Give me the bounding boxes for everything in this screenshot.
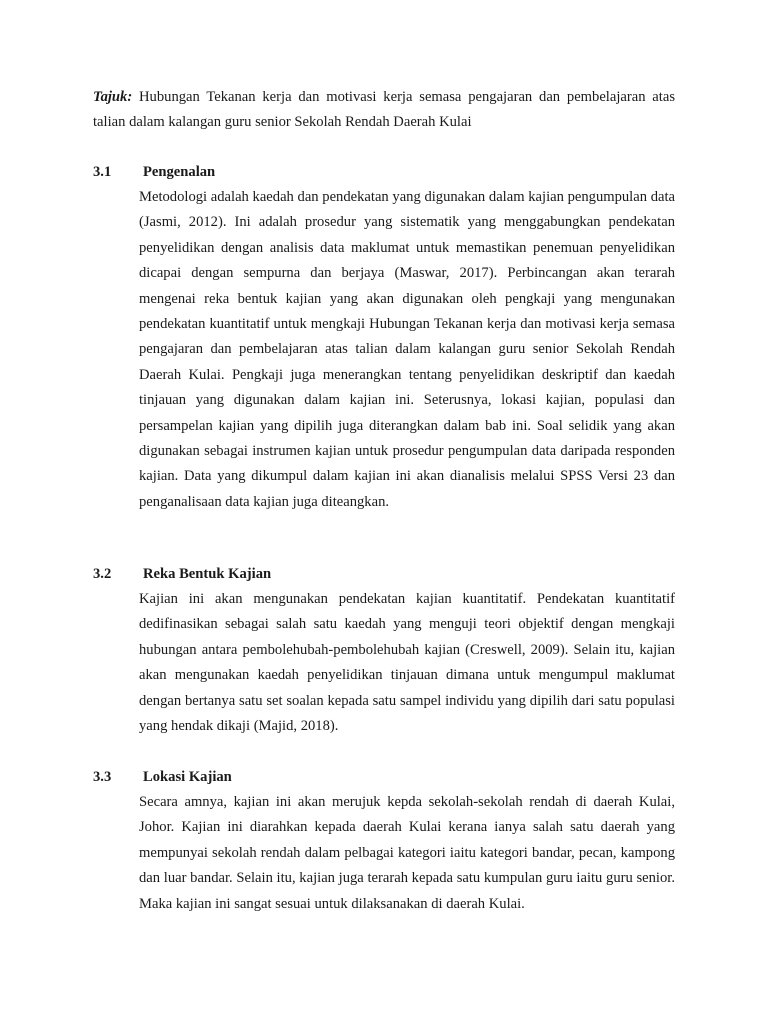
title-text: Hubungan Tekanan kerja dan motivasi kerja semasa pengajaran dan pembelajaran atas talian dalam kalangan guru senior Sekolah Rendah Daerah Kulai xyxy=(93,89,675,130)
title-label: Tajuk: xyxy=(93,89,133,105)
section-number: 3.3 xyxy=(93,769,112,785)
section-body: Kajian ini akan mengunakan pendekatan kajian kuantitatif. Pendekatan kuantitatif dedifinasikan sebagai salah satu kaedah yang menguji teori objektif dengan mengkaji hubungan antara pembolehubah-pembolehubah kajian (Creswell, 2009). Selain itu, kajian akan mengunakan kaedah penyelidikan tinjauan dimana untuk mengumpul maklumat dengan bertanya satu set soalan kepada satu sampel individu yang dipilih dari satu populasi yang hendak dikaji (Majid, 2018). xyxy=(139,591,675,735)
section-title: Reka Bentuk Kajian xyxy=(143,566,272,582)
section-title: Pengenalan xyxy=(143,164,216,180)
section-reka-bentuk-kajian xyxy=(93,564,675,739)
section-heading xyxy=(93,767,675,787)
section-heading xyxy=(93,162,675,182)
section-body: Secara amnya, kajian ini akan merujuk kepda sekolah-sekolah rendah di daerah Kulai, Johor. Kajian ini diarahkan kepada daerah Kulai kerana ianya salah satu daerah yang mempunyai sekolah rendah dalam pelbagai kategori iaitu kategori bandar, pecan, kampong dan luar bandar. Selain itu, kajian juga terarah kepada satu kumpulan guru iaitu guru senior. Maka kajian ini sangat sesuai untuk dilaksanakan di daerah Kulai. xyxy=(139,794,675,912)
section-heading xyxy=(93,564,675,584)
section-number: 3.1 xyxy=(93,164,112,180)
section-number: 3.2 xyxy=(93,566,112,582)
section-pengenalan xyxy=(93,162,675,515)
section-title: Lokasi Kajian xyxy=(143,769,232,785)
document-title xyxy=(93,85,675,135)
section-lokasi-kajian xyxy=(93,767,675,917)
section-body: Metodologi adalah kaedah dan pendekatan yang digunakan dalam kajian pengumpulan data (Jasmi, 2012). Ini adalah prosedur yang sistematik yang menggabungkan pendekatan penyelidikan dengan analisis data maklumat untuk memastikan penemuan penyelidikan dicapai dengan sempurna dan berjaya (Maswar, 2017). Perbincangan akan terarah mengenai reka bentuk kajian yang akan digunakan oleh pengkaji yang mengunakan pendekatan kuantitatif untuk mengkaji Hubungan Tekanan kerja dan motivasi kerja semasa pengajaran dan pembelajaran atas talian dalam kalangan guru senior Sekolah Rendah Daerah Kulai. Pengkaji juga menerangkan tentang penyelidikan deskriptif dan kaedah tinjauan yang digunakan dalam kajian ini. Seterusnya, lokasi kajian, populasi dan persampelan kajian yang dipilih juga diterangkan dalam bab ini. Soal selidik yang akan digunakan sebagai instrumen kajian untuk prosedur pengumpulan data daripada responden kajian. Data yang dikumpul dalam kajian ini akan dianalisis melalui SPSS Versi 23 dan penganalisaan data kajian juga diteangkan. xyxy=(139,189,675,510)
